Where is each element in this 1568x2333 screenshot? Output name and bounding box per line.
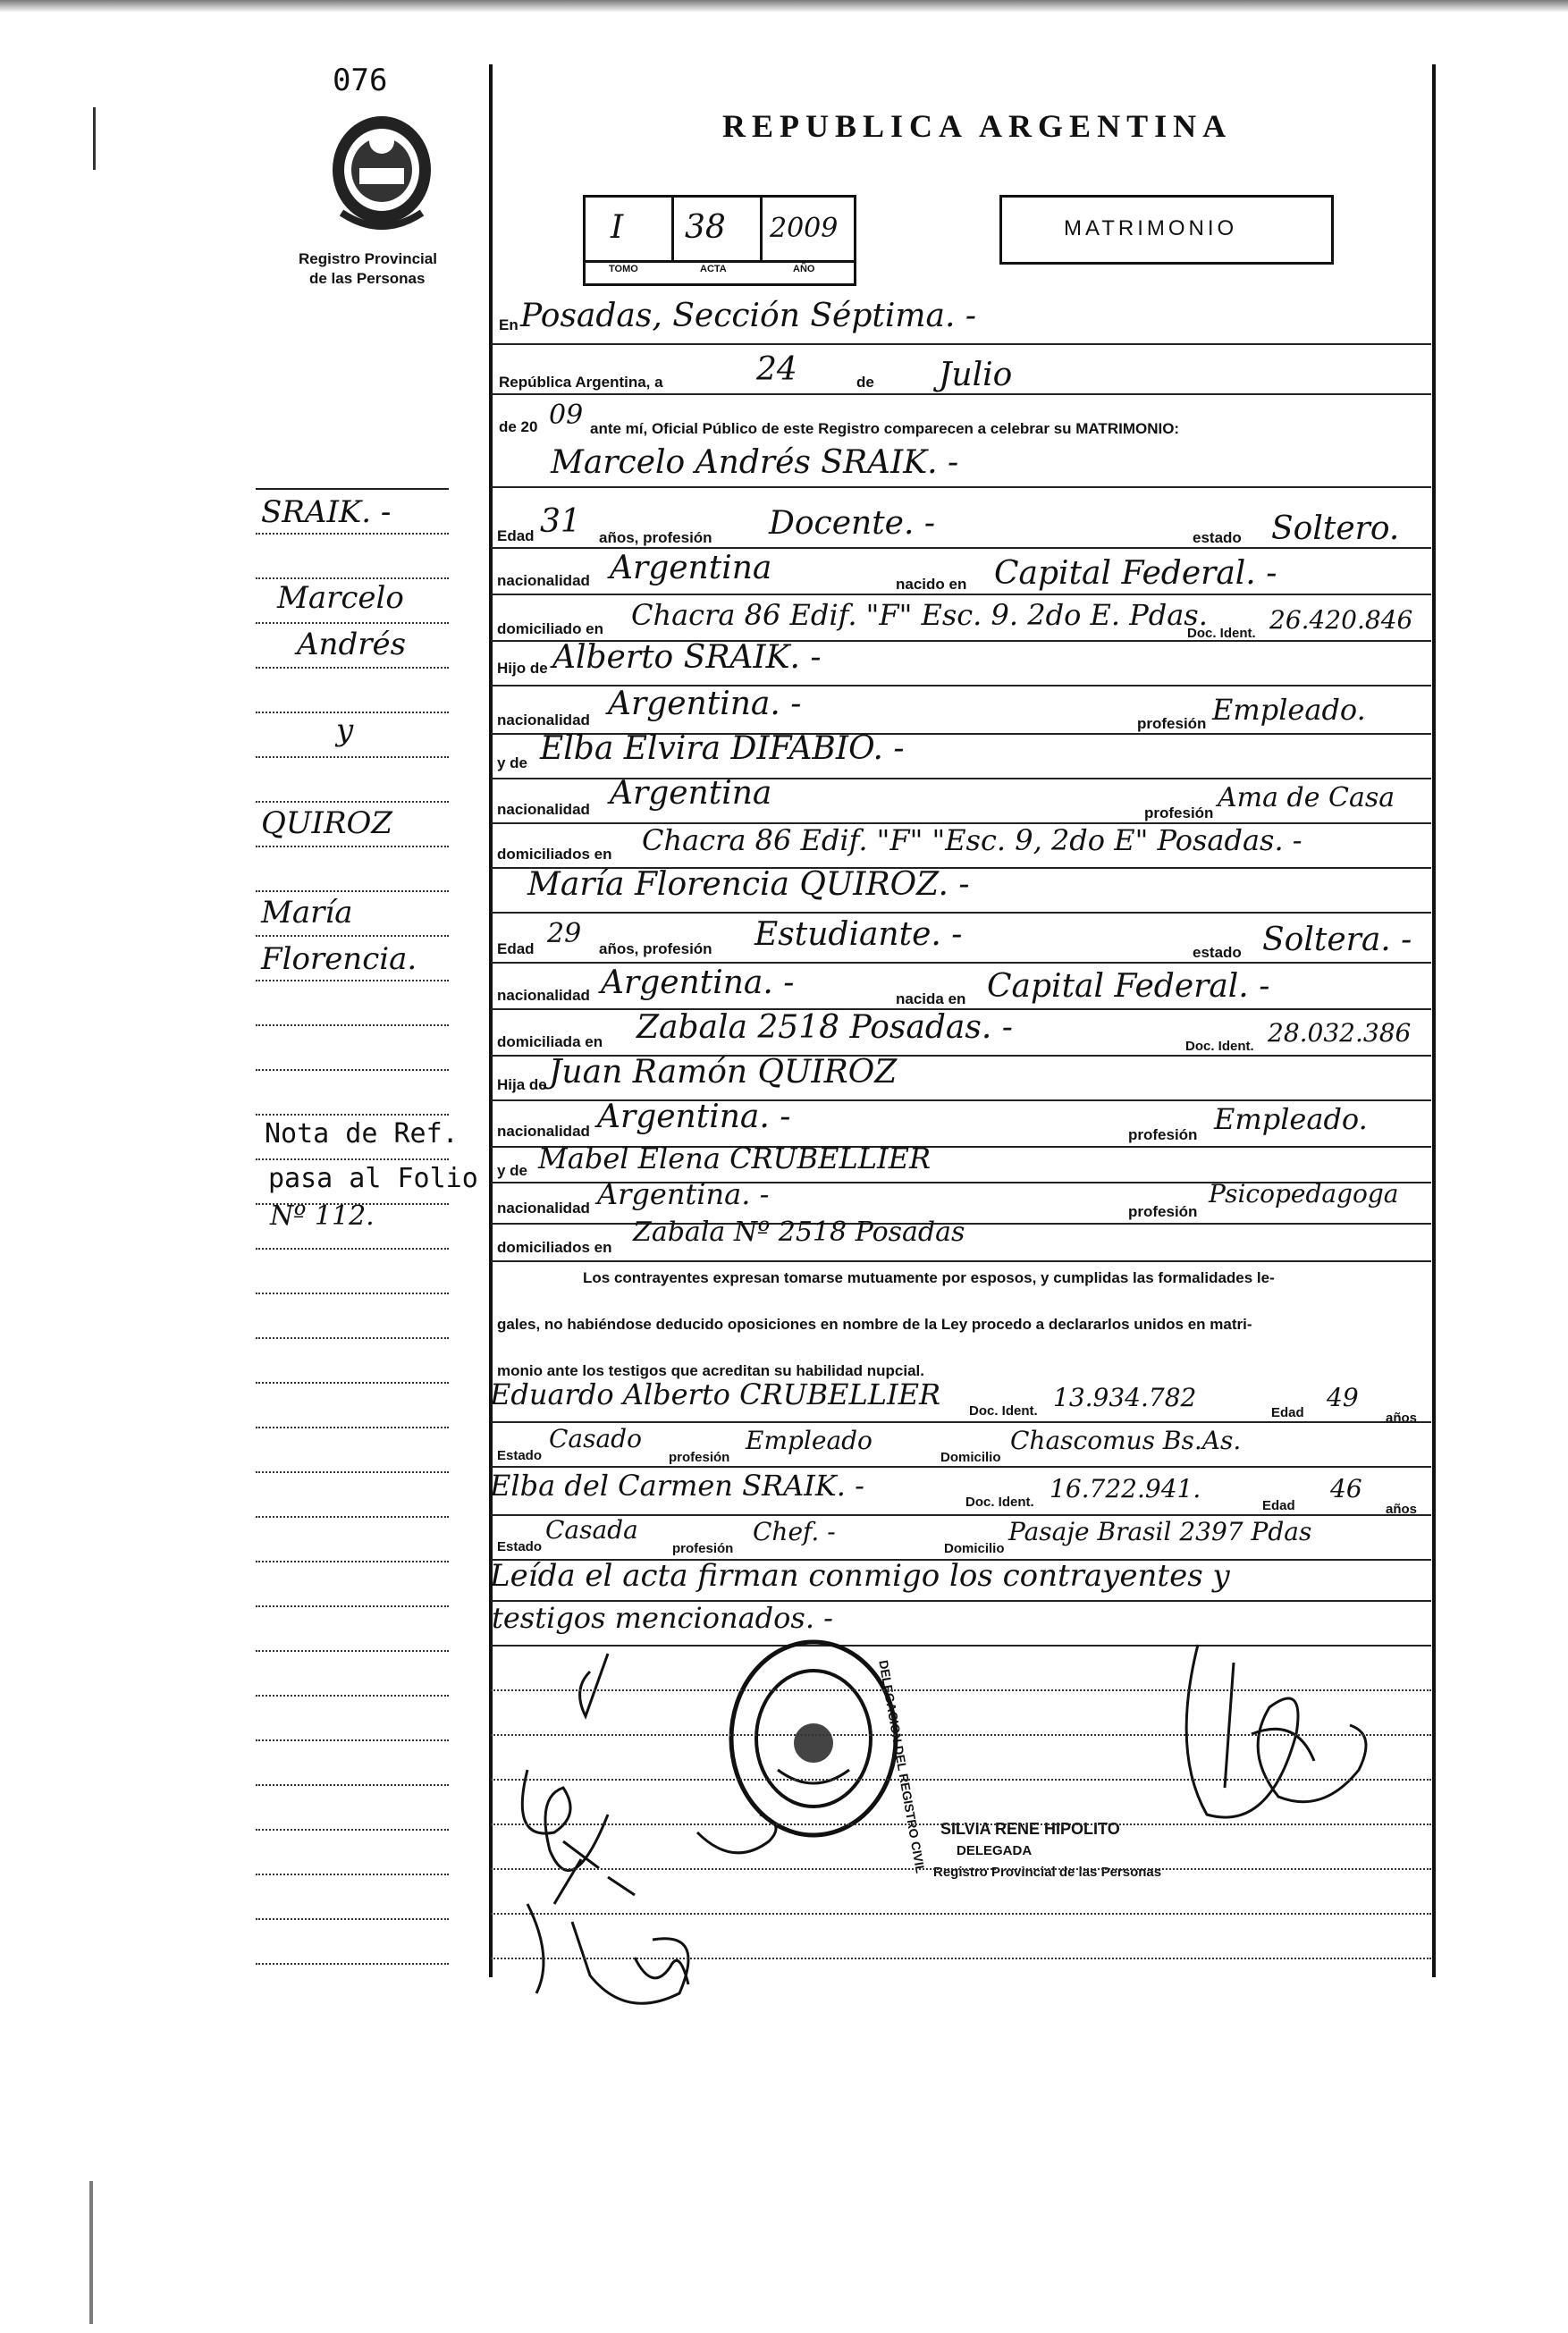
witness2-anos-label: años [1386,1502,1418,1517]
margin-rule [256,488,449,490]
groom-parents-dom-label: domiciliados en [497,846,612,863]
top-edge [0,0,1568,13]
margin-rule [256,1829,449,1831]
margin-rule [256,1874,449,1875]
margin-rule [256,1024,449,1026]
margin-rule [256,1784,449,1786]
margin-rule [256,756,449,758]
bride-name: María Florencia QUIROZ. - [527,866,970,903]
margin-rule [256,1382,449,1384]
bride-nationality: Argentina. - [601,964,795,1001]
groom-father-prof-label: profesión [1137,715,1207,732]
act-type-label: MATRIMONIO [1064,216,1238,240]
act-month: Julio [939,357,1013,393]
margin-rule [256,1739,449,1741]
ruled-line [491,1779,1431,1781]
witness1-edad-label: Edad [1271,1405,1304,1420]
place-line [491,343,1431,345]
bride-yde-label: y de [497,1162,528,1179]
groom-estado-label: estado [1193,529,1242,546]
margin-rule [256,1114,449,1116]
margin-rule [256,667,449,669]
de-label: de [856,374,874,391]
ruled-line [491,1823,1431,1825]
groom-address: Chacra 86 Edif. "F" Esc. 9. 2do E. Pdas. [631,598,1208,632]
bride-name-line [491,912,1431,914]
margin-rule [256,935,449,937]
groom-nacido-label: nacido en [896,576,967,593]
bride-parents-dom-label: domiciliados en [497,1239,612,1256]
groom-name: Marcelo Andrés SRAIK. - [551,444,959,481]
margin-rule [256,1427,449,1428]
folio-number: 076 [333,63,388,98]
bride-profession: Estudiante. - [754,916,963,953]
groom-yde-label: y de [497,754,528,771]
margin-rule [256,622,449,624]
ruled-line [491,1734,1431,1736]
groom-nacionalidad-line [491,594,1431,595]
bride-doc: 28.032.386 [1268,1018,1412,1048]
margin-rule [256,1293,449,1294]
bride-hija-label: Hija de [497,1076,547,1093]
groom-doc: 26.420.846 [1269,605,1413,635]
witness2-address: Pasaje Brasil 2397 Pdas [1008,1517,1312,1546]
left-margin-mark [93,107,96,170]
margin-rule [256,801,449,803]
witness1-anos-label: años [1386,1411,1418,1426]
witness1-profession: Empleado [746,1426,873,1455]
groom-hijo-label: Hijo de [497,660,548,677]
groom-mother-nationality: Argentina [610,775,772,812]
groom-mother: Elba Elvira DIFABIO. - [540,730,905,767]
margin-note2: pasa al Folio [268,1163,478,1194]
registry-name-line1: Registro Provincial [299,250,437,267]
bride-parents-address: Zabala Nº 2518 Posadas [633,1217,965,1248]
groom-nacionalidad-label: nacionalidad [497,572,590,589]
groom-father-profession: Empleado. [1212,693,1366,727]
witness2-prof-label: profesión [672,1541,734,1556]
margin-rule [256,890,449,892]
bride-edad-line [491,962,1431,964]
bride-father: Juan Ramón QUIROZ [549,1054,898,1091]
margin-rule [256,846,449,847]
margin-rule [256,1918,449,1920]
bride-mother-profession: Psicopedagoga [1209,1179,1399,1209]
tomo-value: I [611,209,624,246]
ruled-line [491,1689,1431,1691]
groom-doc-label: Doc. Ident. [1187,626,1256,641]
groom-mother-profession: Ama de Casa [1218,782,1395,813]
witness1-estado-label: Estado [497,1448,543,1463]
witness1-age: 49 [1327,1383,1359,1412]
margin-rule [256,980,449,981]
groom-anos-profesion: años, profesión [599,529,712,546]
groom-mother-prof-label: profesión [1144,804,1214,821]
witness2-doc: 16.722.941. [1050,1474,1201,1503]
margin-rule [256,1471,449,1473]
acta-label: ACTA [700,264,727,274]
ruled-line [491,1958,1431,1959]
closing-line1: Leída el acta firman conmigo los contrayentes y [490,1558,1230,1594]
groom-birthplace: Capital Federal. - [994,555,1277,592]
ano-value: 2009 [770,213,839,244]
tomo-label: TOMO [609,264,638,274]
year-suffix: 09 [549,400,584,431]
bride-father-prof-label: profesión [1128,1126,1198,1143]
bride-civil-status: Soltera. - [1262,922,1412,958]
bride-address: Zabala 2518 Posadas. - [636,1009,1013,1046]
groom-nationality: Argentina [610,550,772,586]
margin-rule [256,1337,449,1339]
margin-rule [256,1963,449,1965]
witness1-estado-line [491,1466,1431,1468]
bride-nacionalidad-label: nacionalidad [497,987,590,1004]
official-role: DELEGADA [957,1843,1033,1858]
margin-rule [256,1695,449,1697]
witness2-age: 46 [1330,1474,1362,1503]
official-registry: Registro Provincial de las Personas [933,1865,1162,1880]
witness2-profession: Chef. - [753,1517,836,1546]
margin-rule [256,1516,449,1518]
groom-mother-nat-label: nacionalidad [497,801,590,818]
bride-mother-nationality: Argentina. - [597,1177,770,1211]
official-name: SILVIA RENE HIPOLITO [940,1820,1120,1838]
witness1-name-line [491,1421,1431,1423]
declaration-line1: Los contrayentes expresan tomarse mutuamente por esposos, y cumplidas las formalidades le- [583,1269,1275,1286]
bride-age: 29 [547,918,582,949]
ruled-line [491,1913,1431,1915]
witness2-doc-label: Doc. Ident. [965,1495,1034,1510]
margin-rule [256,1248,449,1250]
margin-rule [256,1158,449,1160]
bride-father-nat-label: nacionalidad [497,1123,590,1140]
vertical-rule-right [1432,64,1436,1977]
margin-rule [256,1561,449,1562]
groom-father-nat-label: nacionalidad [497,712,590,729]
witness1-doc-label: Doc. Ident. [969,1403,1038,1419]
witness1-prof-label: profesión [669,1450,730,1465]
bride-mother-nat-label: nacionalidad [497,1200,590,1217]
margin-rule [256,577,449,579]
closing-line [491,1600,1431,1602]
record-id-box [583,195,856,286]
scan-edge-mark [89,2181,93,2324]
closing-line2: testigos mencionados. - [492,1601,833,1635]
margin-given1b: Andrés [297,627,407,662]
groom-profession: Docente. - [769,505,936,542]
ruled-line [491,1868,1431,1870]
margin-rule [256,533,449,535]
groom-domicilio-label: domiciliado en [497,620,604,637]
margin-rule [256,1605,449,1607]
bride-doc-label: Doc. Ident. [1185,1039,1254,1054]
witness1-status: Casado [549,1424,642,1453]
margin-note1: Nota de Ref. [265,1118,459,1150]
margin-surname2: QUIROZ [261,805,393,841]
groom-father: Alberto SRAIK. - [552,639,822,676]
margin-rule [256,1069,449,1071]
margin-given2b: Florencia. [261,941,417,977]
declaration-line3: monio ante los testigos que acreditan su habilidad nupcial. [497,1362,924,1379]
groom-father-nationality: Argentina. - [608,686,802,722]
province-coat-of-arms-icon [324,105,440,240]
tomo-cell [586,198,674,260]
bride-father-profession: Empleado. [1214,1102,1368,1136]
witness1-address: Chascomus Bs.As. [1010,1426,1242,1455]
groom-parents-address: Chacra 86 Edif. "F" "Esc. 9, 2do E" Posadas. - [642,823,1302,857]
groom-edad-label: Edad [497,527,535,544]
witness1-dom-label: Domicilio [940,1450,1001,1465]
bride-mother-prof-label: profesión [1128,1203,1198,1220]
act-intro: ante mí, Oficial Público de este Registro comparecen a celebrar su MATRIMONIO: [590,420,1180,437]
groom-age: 31 [540,503,581,540]
groom-edad-line [491,547,1431,549]
bride-nacida-label: nacida en [896,990,966,1007]
act-place: Posadas, Sección Séptima. - [520,298,976,334]
bride-father-nationality: Argentina. - [597,1099,791,1135]
bride-edad-label: Edad [497,940,535,957]
margin-rule [256,1650,449,1652]
margin-note3: Nº 112. [270,1200,375,1232]
date-line [491,393,1431,395]
registry-name-line2: de las Personas [309,270,426,287]
declaration-line2: gales, no habiéndose deducido oposiciones en nombre de la Ley procedo a declararlos unidos en matri- [497,1316,1252,1333]
witness2-dom-label: Domicilio [944,1541,1005,1556]
groom-civil-status: Soltero. [1271,510,1400,547]
witness1-name: Eduardo Alberto CRUBELLIER [490,1377,941,1411]
bride-domicilio-label: domiciliada en [497,1033,603,1050]
act-day: 24 [756,351,797,388]
witness1-doc: 13.934.782 [1053,1383,1197,1412]
seal-text: DELEGACION DEL REGISTRO CIVIL [876,1659,928,1874]
signature-left-icon [501,1636,822,2020]
margin-surname1: SRAIK. - [261,494,392,530]
acta-cell [674,198,763,260]
acta-value: 38 [685,209,726,246]
republica-label: República Argentina, a [499,374,663,391]
bride-mother: Mabel Elena CRUBELLIER [538,1141,932,1175]
year-prefix: de 20 [499,418,538,435]
ano-label: AÑO [793,264,815,274]
bride-anos-profesion: años, profesión [599,940,712,957]
bride-parents-line [491,1260,1431,1262]
margin-given1a: Marcelo [277,580,404,616]
witness2-edad-label: Edad [1262,1498,1295,1513]
republic-title: REPUBLICA ARGENTINA [722,108,1233,144]
groom-name-line [491,486,1431,488]
witness2-estado-label: Estado [497,1539,543,1554]
bride-estado-label: estado [1193,944,1242,961]
witness2-status: Casada [545,1515,638,1545]
en-label: En [499,316,518,333]
bride-birthplace: Capital Federal. - [987,968,1270,1005]
margin-conj: y [336,712,354,748]
witness2-name: Elba del Carmen SRAIK. - [490,1469,864,1503]
margin-given2a: María [261,895,353,931]
